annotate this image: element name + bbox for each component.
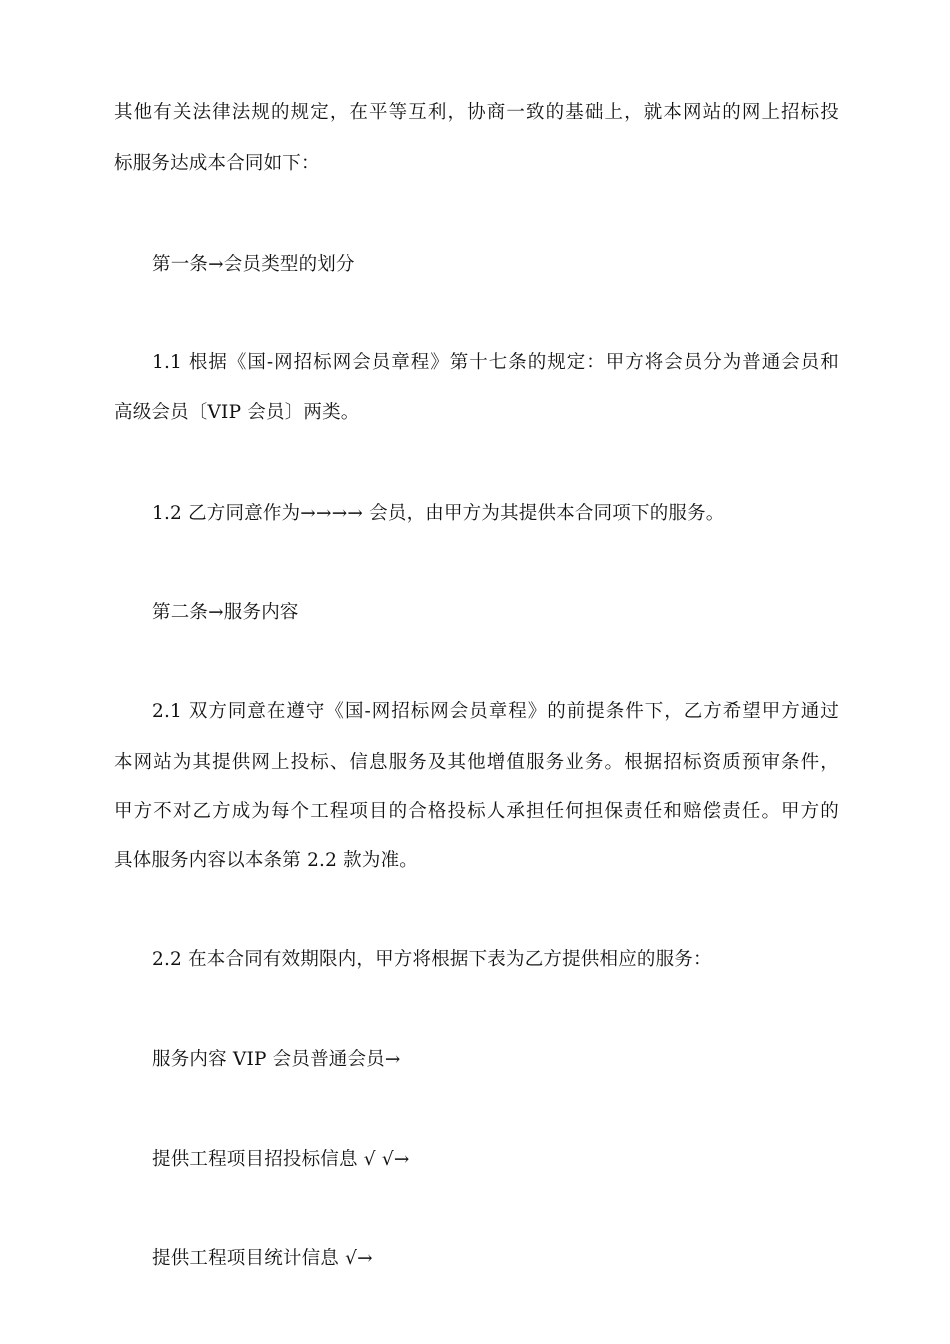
- clause-2-2: 2.2 在本合同有效期限内，甲方将根据下表为乙方提供相应的服务：: [152, 949, 712, 970]
- clause-2-1-line-4: 具体服务内容以本条第 2.2 款为准。: [114, 850, 418, 871]
- clause-1-2: 1.2 乙方同意作为→→→→ 会员，由甲方为其提供本合同项下的服务。: [152, 503, 725, 524]
- intro-line-1: 其他有关法律法规的规定，在平等互利，协商一致的基础上，就本网站的网上招标投: [114, 102, 839, 123]
- article-1-heading: 第一条→会员类型的划分: [152, 254, 355, 275]
- clause-2-1-line-2: 本网站为其提供网上投标、信息服务及其他增值服务业务。根据招标资质预审条件，: [114, 752, 839, 773]
- article-2-heading: 第二条→服务内容: [152, 602, 299, 623]
- clause-2-1-line-3: 甲方不对乙方成为每个工程项目的合格投标人承担任何担保责任和赔偿责任。甲方的: [114, 801, 839, 822]
- table-row: 提供工程项目统计信息 √→: [152, 1248, 373, 1269]
- table-row: 提供工程项目招投标信息 √ √→: [152, 1149, 410, 1170]
- clause-1-1-line-2: 高级会员〔VIP 会员〕两类。: [114, 402, 360, 423]
- intro-line-2: 标服务达成本合同如下：: [114, 153, 320, 174]
- clause-1-1-line-1: 1.1 根据《国-网招标网会员章程》第十七条的规定：甲方将会员分为普通会员和: [152, 352, 839, 373]
- clause-2-1-line-1: 2.1 双方同意在遵守《国-网招标网会员章程》的前提条件下，乙方希望甲方通过: [152, 701, 839, 722]
- table-row: 服务内容 VIP 会员普通会员→: [152, 1049, 401, 1070]
